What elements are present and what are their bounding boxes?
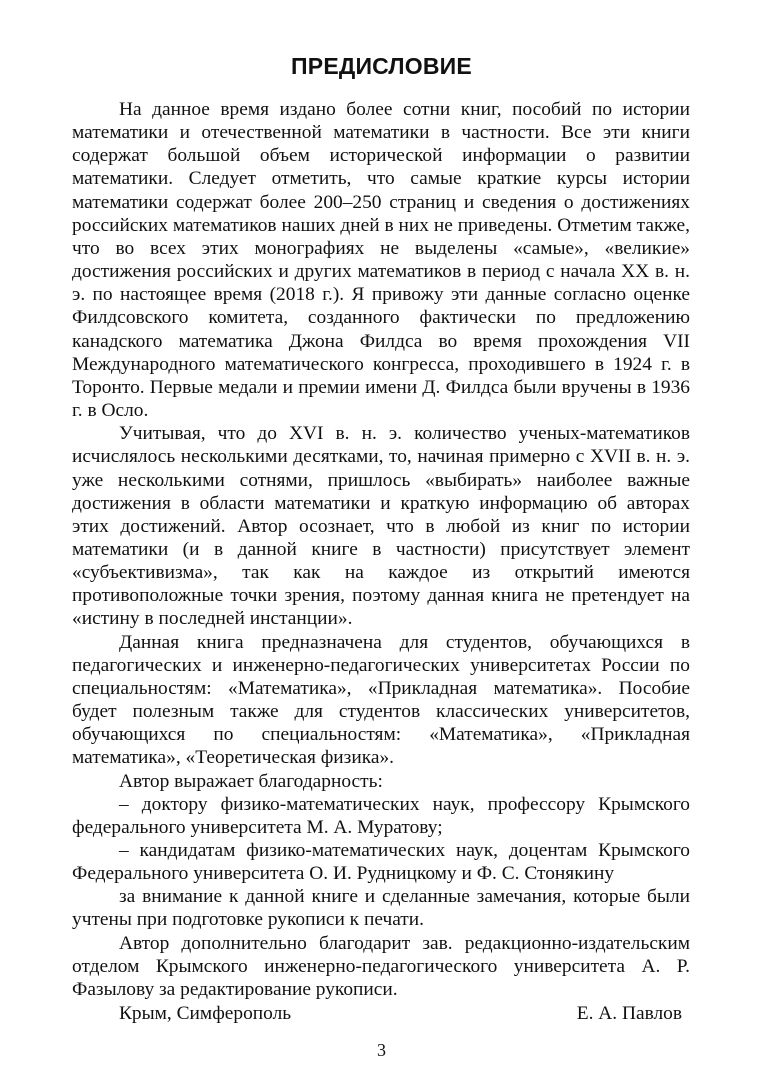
preface-body [72,98,690,1025]
paragraph-intro: На данное время издано более сотни книг, пособий по истории математики и отечественной математики в частности. Все эти книги содержат большой объем исторической информации о развитии математики. Следует отметить, что самые краткие курсы истории математики содержат более 200–250 страниц и сведения о достижениях российских математиков наших дней в них не приведены. Отметим также, что во всех этих монографиях не выделены «самые», «великие» достижения российских и других математиков в период с начала XX в. н. э. по настоящее время (2018 г.). Я привожу эти данные согласно оценке Филдсовского комитета, созданного фактически по предложению канадского математика Джона Филдса во время прохождения VII Международного математического конгресса, проходившего в 1924 г. в Торонто. Первые медали и премии имени Д. Филдса были вручены в 1936 г. в Осло. [72,99,690,422]
paragraph-selection: Учитывая, что до XVI в. н. э. количество ученых-математиков исчислялось несколькими десятками, то, начиная примерно с XVII в. н. э. уже несколькими сотнями, пришлось «выбирать» наиболее важные достижения в области математики и краткую информацию об авторах этих достижений. Автор осознает, что в любой из книг по истории математики (и в данной книге в частности) присутствует элемент «субъективизма», так как на каждое из открытий имеются противоположные точки зрения, поэтому данная книга не претендует на «истину в последней инстанции». [72,423,690,630]
signature-author: Е. А. Павлов [576,1003,682,1025]
paragraph-gratitude-editor: Автор дополнительно благодарит зав. редакционно-издательским отделом Крымского инженерно-педагогического университета А. Р. Фазылову за редактирование рукописи. [72,932,690,1000]
page-number: 3 [377,1040,386,1060]
paragraph-gratitude-intro: Автор выражает благодарность: [119,770,383,792]
signature-line [72,1002,690,1025]
paragraph-gratitude-muratov: – доктору физико-математических наук, профессору Крымского федерального университета М. А. Муратову; [72,793,690,838]
paragraph-gratitude-rudnitsky-stonyakin: – кандидатам физико-математических наук, доцентам Крымского Федерального университета О. И. Рудницкому и Ф. С. Стонякину [72,840,690,885]
paragraph-gratitude-reason: за внимание к данной книге и сделанные замечания, которые были учтены при подготовке рукописи к печати. [72,886,690,931]
paragraph-audience: Данная книга предназначена для студентов, обучающихся в педагогических и инженерно-педагогических университетах России по специальностям: «Математика», «Прикладная математика». Пособие будет полезным также для студентов классических университетов, обучающихся по специальностям: «Математика», «Прикладная математика», «Теоретическая физика». [72,631,690,769]
signature-place: Крым, Симферополь [119,1003,292,1025]
page-title: ПРЕДИСЛОВИЕ [291,53,472,79]
